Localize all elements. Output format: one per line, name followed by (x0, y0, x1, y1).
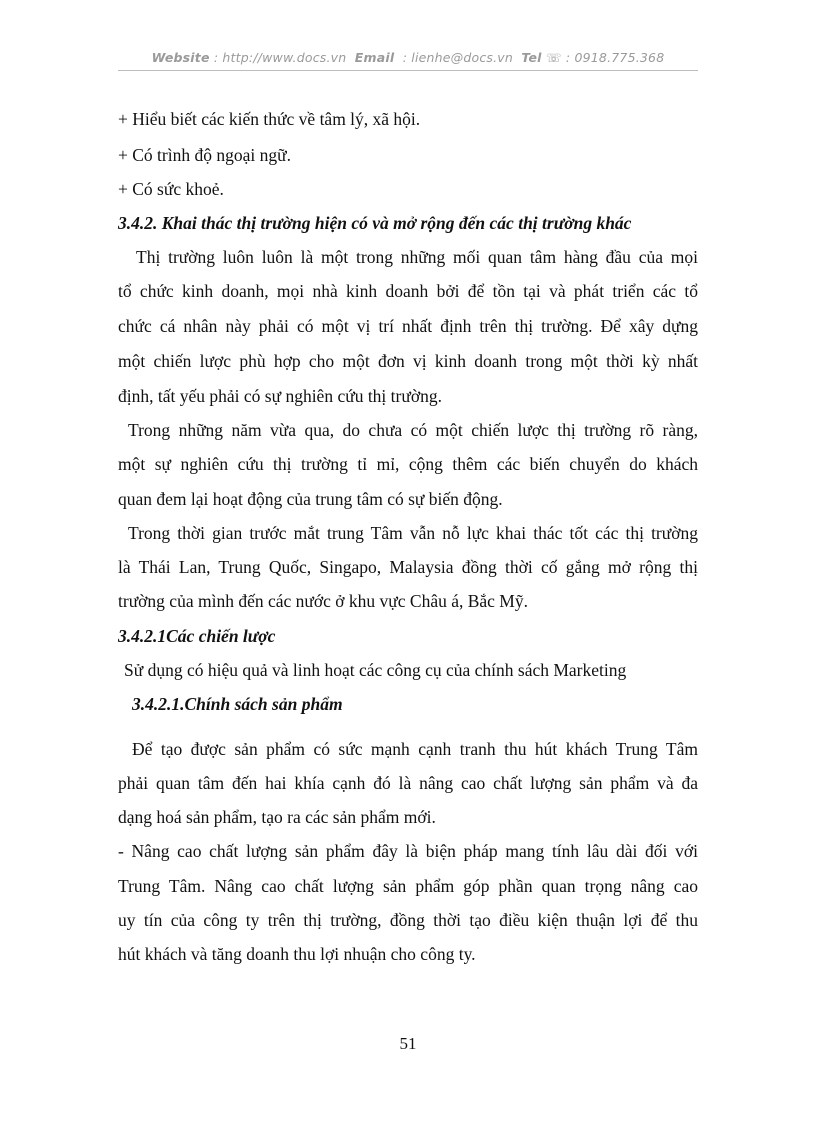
header-divider (118, 70, 698, 71)
website-label: Website (151, 50, 210, 65)
page-header (118, 50, 698, 65)
paragraph-line: Thị trường luôn luôn là một trong những mối quan tâm hàng đầu của mọi (136, 247, 698, 267)
paragraph-line: hút khách và tăng doanh thu lợi nhuận cho công ty. (118, 944, 476, 964)
email-label: Email (354, 50, 395, 65)
paragraph-line: Để tạo được sản phẩm có sức mạnh cạnh tranh thu hút khách Trung Tâm (132, 739, 698, 759)
paragraph-line: Trong những năm vừa qua, do chưa có một chiến lược thị trường rõ ràng, (128, 420, 698, 440)
paragraph-line: một sự nghiên cứu thị trường tỉ mỉ, cộng thêm các biến chuyển do khách (118, 454, 698, 474)
paragraph-line: uy tín của công ty trên thị trường, đồng thời tạo điều kiện thuận lợi để thu (118, 910, 698, 930)
paragraph-line: là Thái Lan, Trung Quốc, Singapo, Malaysia đồng thời cố gắng mở rộng thị (118, 557, 698, 577)
phone-icon: ☏ (545, 50, 562, 65)
paragraph-line: dạng hoá sản phẩm, tạo ra các sản phẩm mới. (118, 807, 436, 827)
paragraph-line: định, tất yếu phải có sự nghiên cứu thị trường. (118, 386, 442, 406)
paragraph-line: chức cá nhân này phải có một vị trí nhất định trên thị trường. Để xây dựng (118, 316, 698, 336)
tel-label: Tel (521, 50, 542, 65)
paragraph-line: Sử dụng có hiệu quả và linh hoạt các công cụ của chính sách Marketing (124, 660, 627, 680)
website-value: : http://www.docs.vn (213, 50, 347, 65)
paragraph-line: Trung Tâm. Nâng cao chất lượng sản phẩm góp phần quan trọng nâng cao (118, 876, 698, 896)
bullet-line: + Có sức khoẻ. (118, 179, 224, 199)
section-heading: 3.4.2. Khai thác thị trường hiện có và mở rộng đến các thị trường khác (118, 213, 632, 233)
paragraph-line: trường của mình đến các nước ở khu vực Châu á, Bắc Mỹ. (118, 591, 528, 611)
paragraph-line: một chiến lược phù hợp cho một đơn vị kinh doanh trong một thời kỳ nhất (118, 351, 698, 371)
paragraph-line: phải quan tâm đến hai khía cạnh đó là nâng cao chất lượng sản phẩm và đa (118, 773, 698, 793)
paragraph-line: Trong thời gian trước mắt trung Tâm vẫn nỗ lực khai thác tốt các thị trường (128, 523, 698, 543)
subsection-heading: 3.4.2.1.Chính sách sản phẩm (132, 694, 343, 714)
bullet-line: + Có trình độ ngoại ngữ. (118, 145, 291, 165)
tel-value: : 0918.775.368 (565, 50, 665, 65)
paragraph-line: - Nâng cao chất lượng sản phẩm đây là biện pháp mang tính lâu dài đối với (118, 841, 698, 861)
subsection-heading: 3.4.2.1Các chiến lược (118, 626, 276, 646)
email-value: : lienhe@docs.vn (402, 50, 514, 65)
page-number: 51 (399, 1034, 417, 1053)
bullet-line: + Hiểu biết các kiến thức về tâm lý, xã hội. (118, 109, 421, 129)
paragraph-line: quan đem lại hoạt động của trung tâm có sự biến động. (118, 489, 503, 509)
paragraph-line: tổ chức kinh doanh, mọi nhà kinh doanh bởi để tồn tại và phát triển các tổ (118, 281, 698, 301)
